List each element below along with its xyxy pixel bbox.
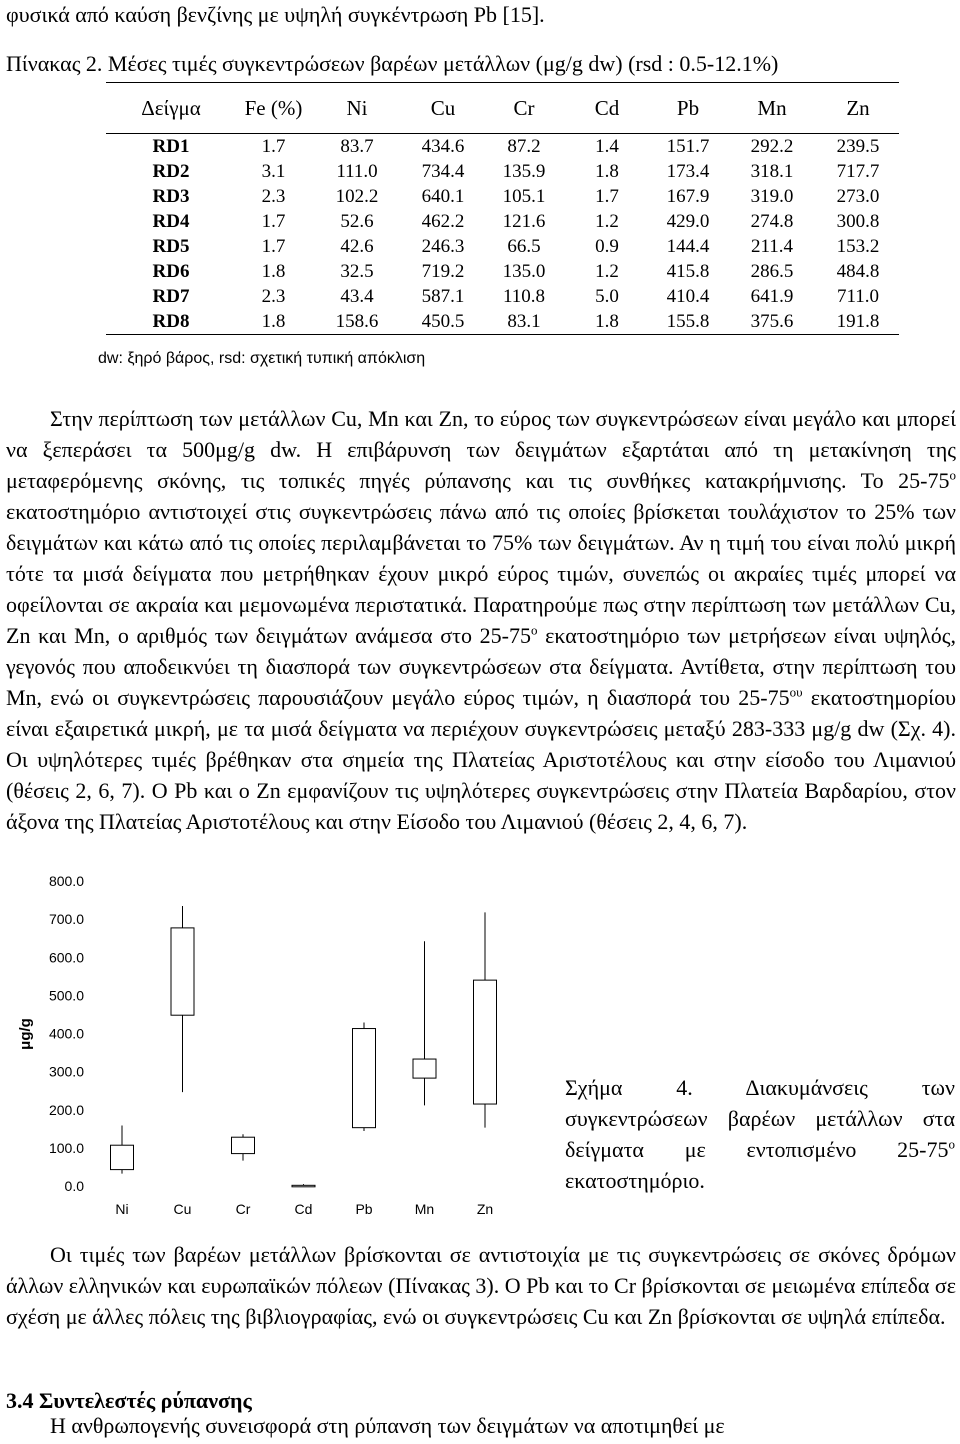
y-tick-label: 500.0 bbox=[48, 987, 84, 1004]
value-cell: 300.8 bbox=[836, 210, 880, 232]
x-tick-label: Pb bbox=[355, 1201, 373, 1217]
value-cell: 1.8 bbox=[236, 309, 311, 335]
table-header-cell: Fe (%) bbox=[236, 83, 311, 134]
x-tick-label: Zn bbox=[476, 1201, 494, 1217]
p1-text-d: εκατοστημορίου είναι εξαιρετικά μικρή, με τα μισά δείγματα να περιέχουν συγκεντρώσεις μεταξύ 283-333 μg/g dw (Σχ. 4). Οι υψηλότερες τιμές βρέθηκαν στα σημεία της Πλατείας Αριστοτέλους και στην είσοδο του Λιμανιού (θέσεις 2, 6, 7). Ο Pb και ο Zn εμφανίζουν τις υψηλότερες συγκεντρώσεις στην Πλατεία Βαρδαρίου, στον άξονα της Πλατείας Αριστοτέλους και στην Είσοδο του Λιμανιού (θέσεις 2, 4, 6, 7). bbox=[6, 685, 956, 834]
table-row bbox=[106, 134, 899, 160]
sample-id-cell: RD1 bbox=[152, 135, 190, 157]
value-cell: 110.8 bbox=[502, 285, 546, 307]
value-cell: 274.8 bbox=[750, 210, 794, 232]
value-cell: 319.0 bbox=[750, 185, 794, 207]
value-cell: 211.4 bbox=[750, 235, 794, 257]
value-cell: 144.4 bbox=[666, 235, 710, 257]
value-cell: 641.9 bbox=[750, 285, 794, 307]
value-cell: 246.3 bbox=[421, 235, 465, 257]
box-iqr bbox=[474, 980, 497, 1104]
value-cell: 640.1 bbox=[421, 185, 465, 207]
p3-text: Η ανθρωπογενής συνεισφορά στη ρύπανση των δειγμάτων να αποτιμηθεί με bbox=[50, 1413, 725, 1438]
section-heading: 3.4 Συντελεστές ρύπανσης bbox=[6, 1388, 252, 1413]
value-cell: 0.9 bbox=[595, 235, 619, 257]
value-cell: 587.1 bbox=[421, 285, 465, 307]
p1-text-b: εκατοστημόριο αντιστοιχεί στις συγκεντρώσεις πάνω από τις οποίες βρίσκεται τουλάχιστον το 25% των δειγμάτων και κάτω από τις οποίες περιλαμβάνεται το 75% των δειγμάτων. Αν η τιμή του είναι πολύ μικρή τότε τα μισά δείγματα που μετρήθηκαν έχουν μικρό εύρος τιμών, συνεπώς οι ακραίες τιμές μπορεί να οφείλονται σε ακραία και μεμονωμένα περιστατικά. Παρατηρούμε πως στην περίπτωση των μετάλλων Cu, Zn και Mn, ο αριθμός των δειγμάτων ανάμεσα στο 25-75 bbox=[6, 499, 956, 648]
value-cell: 273.0 bbox=[836, 185, 880, 207]
paragraph-2 bbox=[6, 1239, 956, 1332]
p1-sup-3: ου bbox=[789, 684, 803, 700]
value-cell: 42.6 bbox=[340, 235, 374, 257]
value-cell: 135.0 bbox=[502, 260, 546, 282]
value-cell: 719.2 bbox=[421, 260, 465, 282]
value-cell: 102.2 bbox=[335, 185, 379, 207]
table-header-cell: Mn bbox=[727, 83, 817, 134]
value-cell: 83.7 bbox=[340, 135, 374, 157]
y-tick-label: 800.0 bbox=[48, 873, 84, 889]
p1-sup-1: ο bbox=[949, 467, 956, 483]
value-cell: 1.8 bbox=[261, 260, 286, 282]
value-cell: 32.5 bbox=[340, 260, 374, 282]
table-row bbox=[106, 234, 899, 259]
table-header-cell: Cd bbox=[565, 83, 649, 134]
table-note: dw: ξηρό βάρος, rsd: σχετική τυπική απόκλιση bbox=[98, 350, 426, 367]
value-cell: 5.0 bbox=[595, 285, 619, 307]
y-tick-label: 100.0 bbox=[48, 1139, 84, 1156]
box-iqr bbox=[171, 928, 194, 1015]
p1-text-a: Στην περίπτωση των μετάλλων Cu, Mn και Zn, το εύρος των συγκεντρώσεων είναι μεγάλο και μπορεί να ξεπεράσει τα 500μg/g dw. Η επιβάρυνση των δειγμάτων εξαρτάται από τη μετακίνηση της μεταφερόμενης σκόνης, τις τοπικές πηγές ρύπανσης και τις συνθήκες κατακρήμνισης. Το 25-75 bbox=[6, 406, 956, 493]
box-iqr bbox=[292, 1185, 315, 1187]
sample-id-cell: RD7 bbox=[152, 285, 190, 307]
sample-id-cell: RD3 bbox=[152, 185, 190, 207]
table-row bbox=[106, 209, 899, 234]
y-axis-label: μg/g bbox=[17, 1018, 34, 1050]
value-cell: 52.6 bbox=[340, 210, 374, 232]
figcap-text-b: εκατοστημόριο. bbox=[565, 1168, 705, 1193]
value-cell: 318.1 bbox=[750, 160, 794, 182]
value-cell: 484.8 bbox=[836, 260, 880, 282]
value-cell: 191.8 bbox=[817, 309, 899, 335]
p1-text-c: εκατοστημόριο των μετρήσεων είναι υψηλός, γεγονός που αποδεικνύει τη διασπορά των συγκεντρώσεων στα δείγματα. Αντίθετα, στην περίπτωση του Mn, ενώ οι συγκεντρώσεις παρουσιάζουν μεγάλο εύρος τιμών, η διασπορά του 25-75 bbox=[6, 623, 956, 710]
value-cell: 711.0 bbox=[836, 285, 880, 307]
value-cell: 121.6 bbox=[502, 210, 546, 232]
metals-table bbox=[106, 82, 899, 335]
value-cell: 410.4 bbox=[666, 285, 710, 307]
value-cell: 151.7 bbox=[666, 135, 710, 157]
value-cell: 83.1 bbox=[483, 309, 565, 335]
value-cell: 87.2 bbox=[507, 135, 541, 157]
x-tick-label: Ni bbox=[115, 1201, 129, 1217]
x-tick-label: Cu bbox=[173, 1201, 192, 1217]
table-header-cell: Cu bbox=[403, 83, 483, 134]
value-cell: 167.9 bbox=[666, 185, 710, 207]
y-tick-label: 600.0 bbox=[48, 949, 84, 966]
box-iqr bbox=[353, 1029, 376, 1128]
value-cell: 3.1 bbox=[261, 160, 286, 182]
paragraph-3 bbox=[6, 1410, 956, 1441]
table-header-cell: Cr bbox=[483, 83, 565, 134]
sample-id-cell: RD6 bbox=[152, 260, 190, 282]
value-cell: 1.8 bbox=[565, 309, 649, 335]
sample-id-cell: RD5 bbox=[152, 235, 190, 257]
value-cell: 1.7 bbox=[261, 210, 286, 232]
value-cell: 173.4 bbox=[666, 160, 710, 182]
value-cell: 155.8 bbox=[649, 309, 727, 335]
x-tick-label: Cd bbox=[294, 1201, 313, 1217]
paragraph-1 bbox=[6, 403, 956, 837]
box-iqr bbox=[413, 1059, 436, 1078]
value-cell: 1.2 bbox=[595, 210, 619, 232]
table-row bbox=[106, 184, 899, 209]
table-row bbox=[106, 159, 899, 184]
value-cell: 66.5 bbox=[507, 235, 541, 257]
sample-id-cell: RD4 bbox=[152, 210, 190, 232]
value-cell: 158.6 bbox=[311, 309, 403, 335]
box-iqr bbox=[111, 1145, 134, 1169]
value-cell: 2.3 bbox=[261, 285, 286, 307]
x-tick-label: Mn bbox=[414, 1201, 435, 1217]
value-cell: 1.7 bbox=[595, 185, 619, 207]
table-header-cell: Zn bbox=[817, 83, 899, 134]
value-cell: 286.5 bbox=[750, 260, 794, 282]
sample-id-cell: RD8 bbox=[106, 309, 236, 335]
value-cell: 1.7 bbox=[261, 235, 286, 257]
value-cell: 1.2 bbox=[595, 260, 619, 282]
y-tick-label: 400.0 bbox=[48, 1025, 84, 1042]
boxplot-chart bbox=[0, 870, 560, 1230]
value-cell: 375.6 bbox=[727, 309, 817, 335]
value-cell: 135.9 bbox=[502, 160, 546, 182]
table-header-cell: Ni bbox=[311, 83, 403, 134]
value-cell: 1.7 bbox=[261, 135, 286, 157]
figcap-sup: ο bbox=[948, 1136, 955, 1152]
sample-id-cell: RD2 bbox=[152, 160, 190, 182]
value-cell: 462.2 bbox=[421, 210, 465, 232]
value-cell: 415.8 bbox=[666, 260, 710, 282]
table-header-cell: Pb bbox=[649, 83, 727, 134]
table-row bbox=[106, 259, 899, 284]
p2-text: Οι τιμές των βαρέων μετάλλων βρίσκονται σε αντιστοιχία με τις συγκεντρώσεις σε σκόνες δρόμων άλλων ελληνικών και ευρωπαϊκών πόλεων (Πίνακας 3). Ο Pb και το Cr βρίσκονται σε μειωμένα επίπεδα σε σχέση με άλλες πόλεις της βιβλιογραφίας, ενώ οι συγκεντρώσεις Cu και Zn βρίσκονται σε υψηλά επίπεδα. bbox=[6, 1242, 956, 1329]
value-cell: 105.1 bbox=[502, 185, 546, 207]
y-tick-label: 300.0 bbox=[48, 1063, 84, 1080]
value-cell: 292.2 bbox=[750, 135, 794, 157]
value-cell: 153.2 bbox=[836, 235, 880, 257]
value-cell: 434.6 bbox=[421, 135, 465, 157]
value-cell: 2.3 bbox=[261, 185, 286, 207]
figcap-text-a: Σχήμα 4. Διακυμάνσεις των συγκεντρώσεων βαρέων μετάλλων στα δείγματα με εντοπισμένο 25-75 bbox=[565, 1075, 955, 1162]
figure-caption bbox=[565, 1072, 955, 1196]
table-caption: Πίνακας 2. Μέσες τιμές συγκεντρώσεων βαρέων μετάλλων (μg/g dw) (rsd : 0.5-12.1%) bbox=[6, 51, 779, 76]
intro-line: φυσικά από καύση βενζίνης με υψηλή συγκέντρωση Pb [15]. bbox=[6, 2, 545, 27]
table-header-cell: Δείγμα bbox=[106, 83, 236, 134]
value-cell: 239.5 bbox=[836, 135, 880, 157]
x-tick-label: Cr bbox=[235, 1201, 251, 1217]
value-cell: 1.4 bbox=[595, 135, 619, 157]
value-cell: 1.8 bbox=[595, 160, 619, 182]
value-cell: 734.4 bbox=[421, 160, 465, 182]
value-cell: 111.0 bbox=[336, 160, 378, 182]
value-cell: 450.5 bbox=[403, 309, 483, 335]
value-cell: 717.7 bbox=[836, 160, 880, 182]
box-iqr bbox=[232, 1137, 255, 1153]
y-tick-label: 0.0 bbox=[64, 1178, 84, 1194]
y-tick-label: 700.0 bbox=[48, 911, 84, 928]
table-row bbox=[106, 284, 899, 309]
table-row bbox=[106, 309, 899, 335]
value-cell: 43.4 bbox=[340, 285, 374, 307]
p1-sup-2: ο bbox=[530, 622, 538, 638]
y-tick-label: 200.0 bbox=[48, 1101, 84, 1118]
value-cell: 429.0 bbox=[666, 210, 710, 232]
